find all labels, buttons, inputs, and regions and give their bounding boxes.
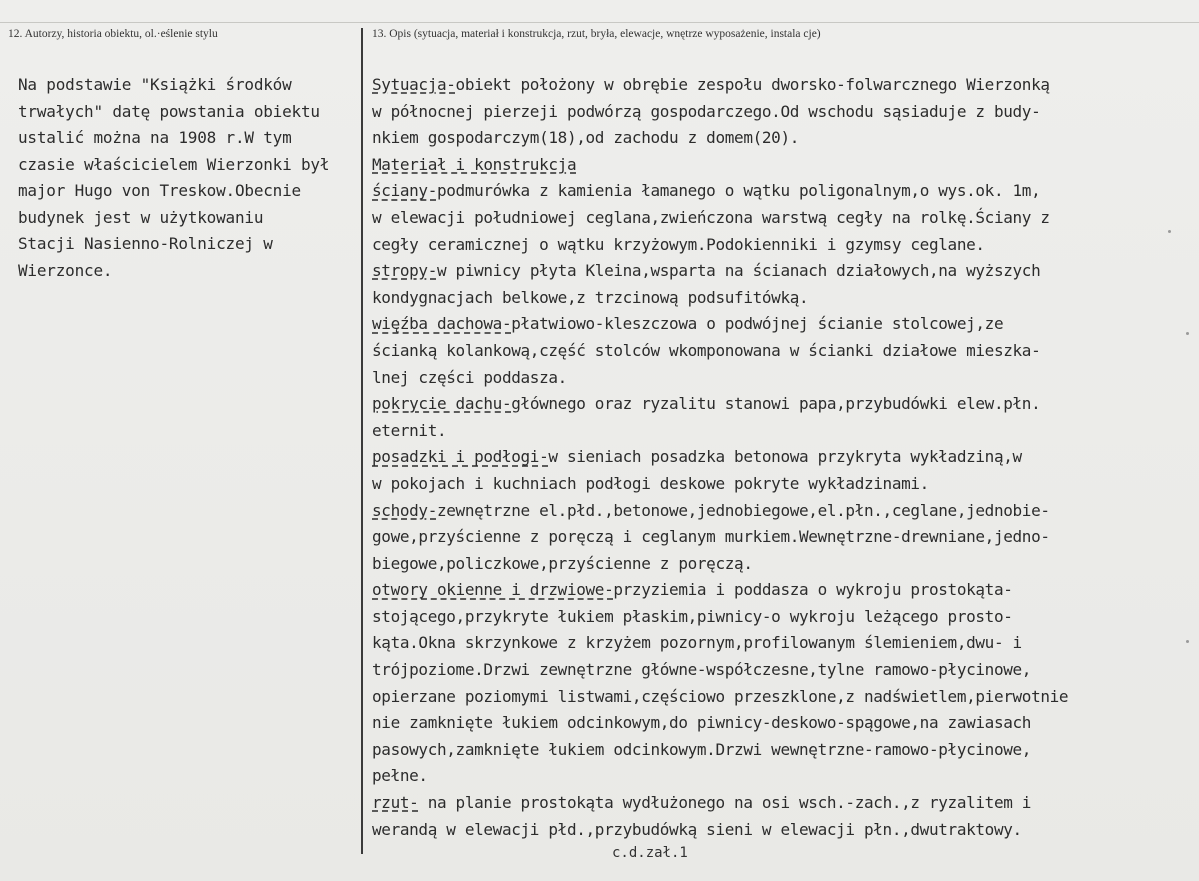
section-13-header: 13. Opis (sytuacja, materiał i konstrukcja, rzut, bryła, elewacje, wnętrze wyposażenie, instala cje) xyxy=(372,28,821,40)
line-text: w elewacji południowej ceglana,zwieńczona warstwą cegły na rolkę.Ściany z xyxy=(372,207,1050,227)
section-heading: Materiał i konstrukcja xyxy=(372,154,577,174)
description-line xyxy=(372,232,1162,259)
line-text: w pokojach i kuchniach podłogi deskowe pokryte wykładzinami. xyxy=(372,473,929,493)
line-text: cegły ceramicznej o wątku krzyżowym.Podokienniki i gzymsy ceglane. xyxy=(372,234,985,254)
section-heading: schody- xyxy=(372,500,437,520)
section-heading: otwory okienne i drzwiowe- xyxy=(372,580,614,600)
line-text: w północnej pierzeji podwórzą gospodarczego.Od wschodu sąsiaduje z budy- xyxy=(372,101,1041,121)
description-line xyxy=(372,178,1162,205)
description-text xyxy=(372,72,1162,843)
description-line xyxy=(372,471,1162,498)
section-heading: ściany- xyxy=(372,181,437,201)
line-text: głównego oraz ryzalitu stanowi papa,przybudówki elew.płn. xyxy=(511,394,1041,414)
section-heading: posadzki i podłogi- xyxy=(372,447,549,467)
description-line xyxy=(372,657,1162,684)
description-line xyxy=(372,630,1162,657)
line-text: stojącego,przykryte łukiem płaskim,piwnicy-o wykroju leżącego prosto- xyxy=(372,606,1013,626)
section-heading: stropy- xyxy=(372,261,437,281)
top-rule xyxy=(0,22,1199,23)
section-heading: rzut- xyxy=(372,793,419,813)
line-text: nkiem gospodarczym(18),od zachodu z domem(20). xyxy=(372,128,800,148)
line-text: zewnętrzne el.płd.,betonowe,jednobiegowe,el.płn.,ceglane,jednobie- xyxy=(436,500,1050,520)
description-line xyxy=(372,551,1162,578)
line-text: biegowe,policzkowe,przyścienne z poręczą. xyxy=(372,553,753,573)
line-text: kondygnacjach belkowe,z trzcinową podsufitówką. xyxy=(372,287,809,307)
section-heading: pokrycie dachu- xyxy=(372,394,512,414)
section-heading: więźba dachowa- xyxy=(372,314,512,334)
line-text: płatwiowo-kleszczowa o podwójnej ścianie stolcowej,ze xyxy=(511,314,1004,334)
description-line xyxy=(372,152,1162,179)
line-text: gowe,przyścienne z poręczą i ceglanym murkiem.Wewnętrzne-drewniane,jedno- xyxy=(372,527,1050,547)
description-line xyxy=(372,72,1162,99)
speck xyxy=(1186,332,1189,335)
line-text: na planie prostokąta wydłużonego na osi wsch.-zach.,z ryzalitem i xyxy=(418,793,1032,813)
description-line xyxy=(372,604,1162,631)
description-line xyxy=(372,524,1162,551)
description-line xyxy=(372,817,1162,844)
line-text: nie zamknięte łukiem odcinkowym,do piwnicy-deskowo-spągowe,na zawiasach xyxy=(372,713,1032,733)
section-heading: Sytuacja- xyxy=(372,75,456,94)
description-line xyxy=(372,258,1162,285)
line-text: opierzane poziomymi listwami,częściowo przeszklone,z nadświetlem,pierwotnie xyxy=(372,686,1069,706)
line-text: kąta.Okna skrzynkowe z krzyżem pozornym,profilowanym ślemieniem,dwu- i xyxy=(372,633,1022,653)
description-line xyxy=(372,285,1162,312)
line-text: podmurówka z kamienia łamanego o wątku poligonalnym,o wys.ok. 1m, xyxy=(436,181,1041,201)
description-line xyxy=(372,365,1162,392)
description-line xyxy=(372,99,1162,126)
line-text: eternit. xyxy=(372,420,447,440)
description-line xyxy=(372,444,1162,471)
description-line xyxy=(372,125,1162,152)
description-line xyxy=(372,205,1162,232)
line-text: werandą w elewacji płd.,przybudówką sieni w elewacji płn.,dwutraktowy. xyxy=(372,819,1022,839)
line-text: ścianką kolankową,część stolców wkomponowana w ścianki działowe mieszka- xyxy=(372,340,1041,360)
section-12-header: 12. Autorzy, historia obiektu, ol.·eślenie stylu xyxy=(8,28,218,40)
description-line xyxy=(372,737,1162,764)
description-line xyxy=(372,391,1162,418)
line-text: pełne. xyxy=(372,766,428,786)
speck xyxy=(1186,640,1189,643)
line-text: w piwnicy płyta Kleina,wsparta na ścianach działowych,na wyższych xyxy=(436,261,1041,281)
description-line xyxy=(372,710,1162,737)
description-line xyxy=(372,338,1162,365)
line-text: trójpoziome.Drzwi zewnętrzne główne-współczesne,tylne ramowo-płycinowe, xyxy=(372,660,1032,680)
description-line xyxy=(372,418,1162,445)
column-divider xyxy=(361,28,363,854)
description-line xyxy=(372,790,1162,817)
speck xyxy=(1168,230,1171,233)
continuation-note: c.d.zał.1 xyxy=(612,845,688,861)
description-line xyxy=(372,498,1162,525)
description-line xyxy=(372,763,1162,790)
description-line xyxy=(372,311,1162,338)
line-text: w sieniach posadzka betonowa przykryta wykładziną,w xyxy=(548,447,1022,467)
description-line xyxy=(372,684,1162,711)
line-text: obiekt położony w obrębie zespołu dworsko-folwarcznego Wierzonką xyxy=(455,75,1050,94)
line-text: pasowych,zamknięte łukiem odcinkowym.Drzwi wewnętrzne-ramowo-płycinowe, xyxy=(372,739,1032,759)
line-text: przyziemia i poddasza o wykroju prostokąta- xyxy=(613,580,1013,600)
history-text: Na podstawie "Książki środków trwałych" datę powstania obiektu ustalić można na 1908 r.W tym czasie właścicielem Wierzonki był major Hugo von Treskow.Obecnie budynek jest w użytkowaniu Stacji Nasienno-Rolniczej w Wierzonce. xyxy=(18,75,330,280)
description-line xyxy=(372,577,1162,604)
line-text: lnej części poddasza. xyxy=(372,367,567,387)
